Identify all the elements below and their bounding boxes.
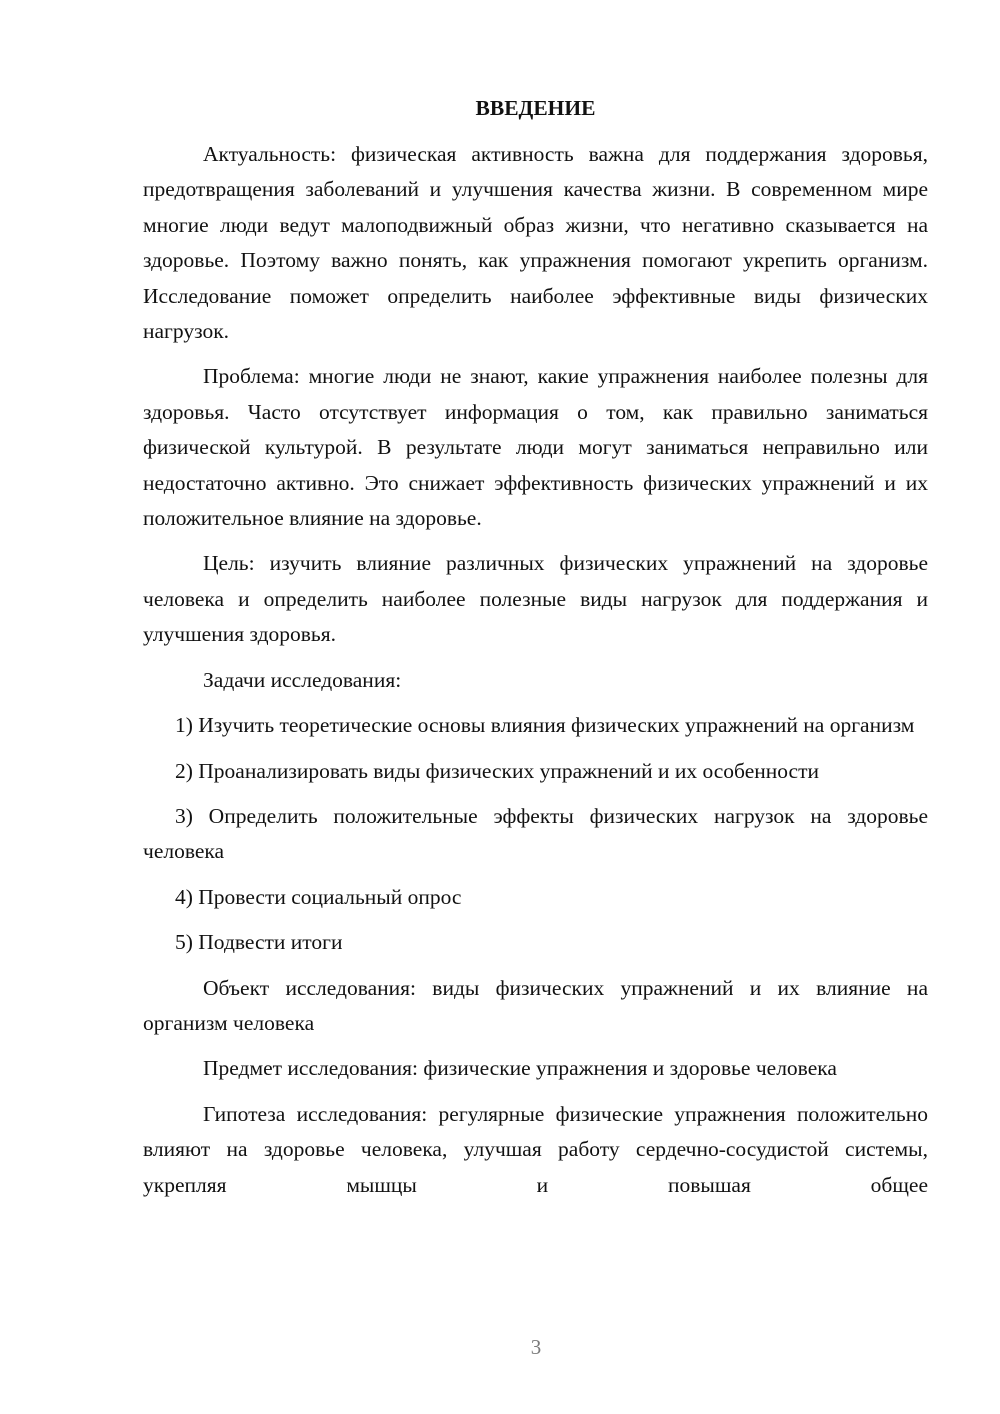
page-content bbox=[143, 88, 928, 1213]
task-item-1: 1) Изучить теоретические основы влияния физических упражнений на организм bbox=[175, 713, 915, 738]
paragraph-problem: Проблема: многие люди не знают, какие упражнения наиболее полезны для здоровья. Часто отсутствует информация о том, как правильно заниматься физической культурой. В результате люди могут заниматься неправильно или недостаточно активно. Это снижает эффективность физических упражнений и их положительное влияние на здоровье. bbox=[143, 364, 928, 531]
paragraph-goal: Цель: изучить влияние различных физических упражнений на здоровье человека и определить наиболее полезные виды нагрузок для поддержания и улучшения здоровья. bbox=[143, 551, 928, 647]
section-title: ВВЕДЕНИЕ bbox=[475, 96, 596, 120]
task-item-3: 3) Определить положительные эффекты физических нагрузок на здоровье человека bbox=[143, 803, 928, 864]
page-number: 3 bbox=[530, 1335, 542, 1359]
task-item-4: 4) Провести социальный опрос bbox=[175, 884, 462, 909]
task-item-5: 5) Подвести итоги bbox=[175, 930, 343, 955]
task-item-2: 2) Проанализировать виды физических упражнений и их особенности bbox=[175, 758, 819, 783]
paragraph-hypothesis: Гипотеза исследования: регулярные физические упражнения положительно влияют на здоровье человека, улучшая работу сердечно-сосудистой системы, укрепляя мышцы и повышая общее bbox=[143, 1101, 928, 1197]
paragraph-subject: Предмет исследования: физические упражнения и здоровье человека bbox=[203, 1056, 837, 1081]
paragraph-relevance: Актуальность: физическая активность важна для поддержания здоровья, предотвращения заболеваний и улучшения качества жизни. В современном мире многие люди ведут малоподвижный образ жизни, что негативно сказывается на здоровье. Поэтому важно понять, как упражнения помогают укрепить организм. Исследование поможет определить наиболее эффективные виды физических нагрузок. bbox=[143, 142, 928, 344]
paragraph-object: Объект исследования: виды физических упражнений и их влияние на организм человека bbox=[143, 975, 928, 1035]
tasks-heading: Задачи исследования: bbox=[203, 667, 402, 692]
